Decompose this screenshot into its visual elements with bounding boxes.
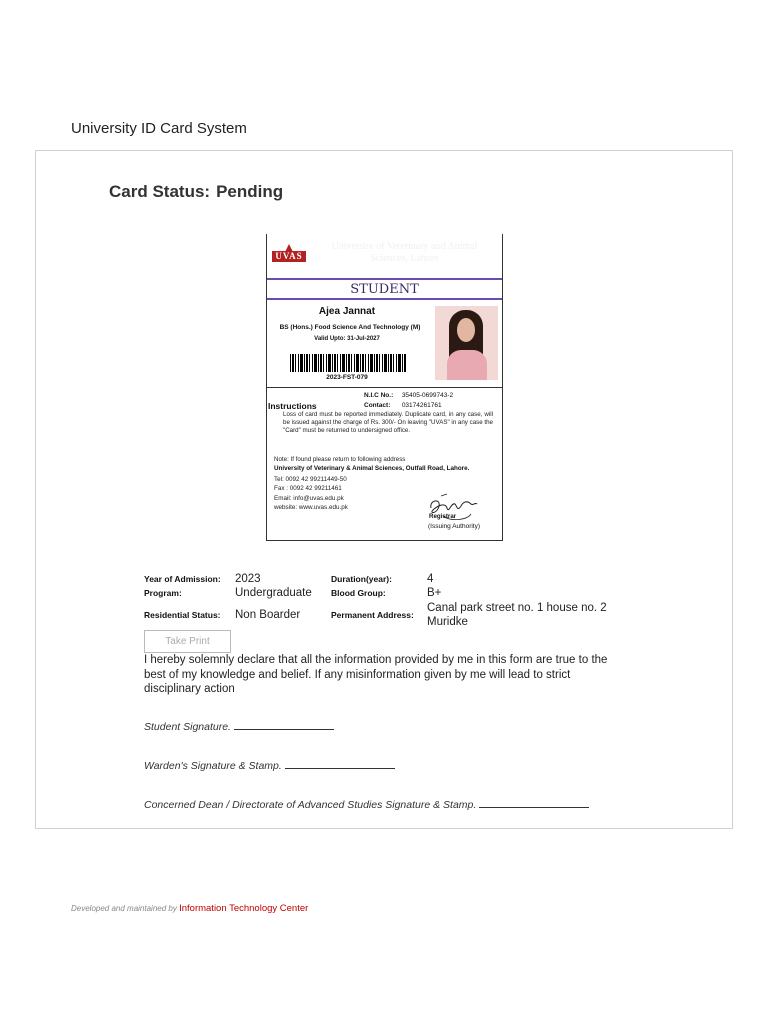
card-role: STUDENT: [267, 280, 502, 300]
program-value: Undergraduate: [235, 587, 312, 599]
instructions-text: Loss of card must be reported immediately. Duplicate card, in any case, will be issued against the charge of Rs. 300/- On leaving "UVAS" in any case the "Card" must be returned to undersigned office.: [283, 411, 493, 434]
dean-signature-label: Concerned Dean / Directorate of Advanced Studies Signature & Stamp.: [144, 799, 477, 811]
registration-number: 2023-FST-079: [326, 374, 368, 381]
nic-row: [364, 392, 453, 399]
student-photo: [435, 306, 498, 380]
card-panel: [35, 150, 733, 829]
university-name: University of Veterinary and Animal Sciences, Lahore: [331, 241, 478, 264]
card-status: [109, 182, 283, 202]
contact-label: Contact:: [364, 402, 391, 409]
return-address: University of Veterinary & Animal Sciences, Outfall Road, Lahore.: [274, 465, 470, 472]
student-name: Ajea Jannat: [318, 306, 376, 317]
nic-label: N.I.C No.:: [364, 392, 394, 399]
warden-signature-line: [144, 760, 395, 772]
residential-status-label: Residential Status:: [144, 610, 221, 620]
barcode-icon: [290, 354, 406, 372]
registrar-label: Registrar: [429, 513, 457, 520]
card-status-label: Card Status:: [109, 182, 211, 201]
student-signature-line: [144, 721, 334, 733]
nic-value: 35405-0699743-2: [401, 392, 454, 399]
warden-signature-label: Warden's Signature & Stamp.: [144, 760, 282, 772]
fax: Fax : 0092 42 99211461: [274, 485, 342, 493]
student-program: BS (Hons.) Food Science And Technology (M): [279, 324, 421, 331]
contact-row: [364, 402, 442, 409]
year-value: 2023: [235, 573, 261, 585]
duration-value: 4: [427, 573, 434, 585]
blood-group-label: Blood Group:: [331, 588, 386, 598]
footer: [71, 903, 308, 914]
contact-value: 03174261761: [401, 402, 442, 409]
dean-signature-line: [144, 799, 589, 811]
issuing-authority: (Issuing Authority): [428, 523, 481, 530]
permanent-address-label: Permanent Address:: [331, 610, 414, 620]
id-card-preview: [266, 234, 503, 541]
logo-text: UVAS: [272, 251, 306, 262]
blood-group-value: B+: [427, 587, 442, 599]
permanent-address-value: Canal park street no. 1 house no. 2 Muridke: [427, 602, 607, 628]
contact-lines: [274, 475, 348, 512]
student-signature-label: Student Signature.: [144, 721, 231, 733]
instructions-title: Instructions: [268, 401, 317, 411]
email: Email: info@uvas.edu.pk: [274, 494, 344, 502]
declaration-text: I hereby solemnly declare that all the information provided by me in this form are true to the best of my knowledge and belief. If any misinformation given by me will lead to strict disciplinary action: [144, 654, 608, 695]
valid-upto: Valid Upto: 31-Jul-2027: [314, 336, 380, 342]
duration-label: Duration(year):: [331, 574, 392, 584]
uvas-logo: [272, 246, 306, 262]
program-label: Program:: [144, 588, 182, 598]
card-header: [267, 234, 502, 280]
website: website: www.uvas.edu.pk: [274, 503, 348, 511]
app-title: University ID Card System: [71, 120, 247, 137]
residential-status-value: Non Boarder: [235, 609, 301, 621]
tel: Tel: 0092 42 99211449-50: [274, 476, 347, 483]
return-note: Note: If found please return to following address: [274, 456, 406, 463]
card-divider: [267, 387, 502, 388]
year-label: Year of Admission:: [144, 574, 221, 584]
itc-link[interactable]: Information Technology Center: [179, 903, 309, 914]
card-status-value: Pending: [216, 182, 284, 201]
footer-prefix: Developed and maintained by: [71, 904, 177, 913]
take-print-button[interactable]: Take Print: [144, 630, 231, 653]
